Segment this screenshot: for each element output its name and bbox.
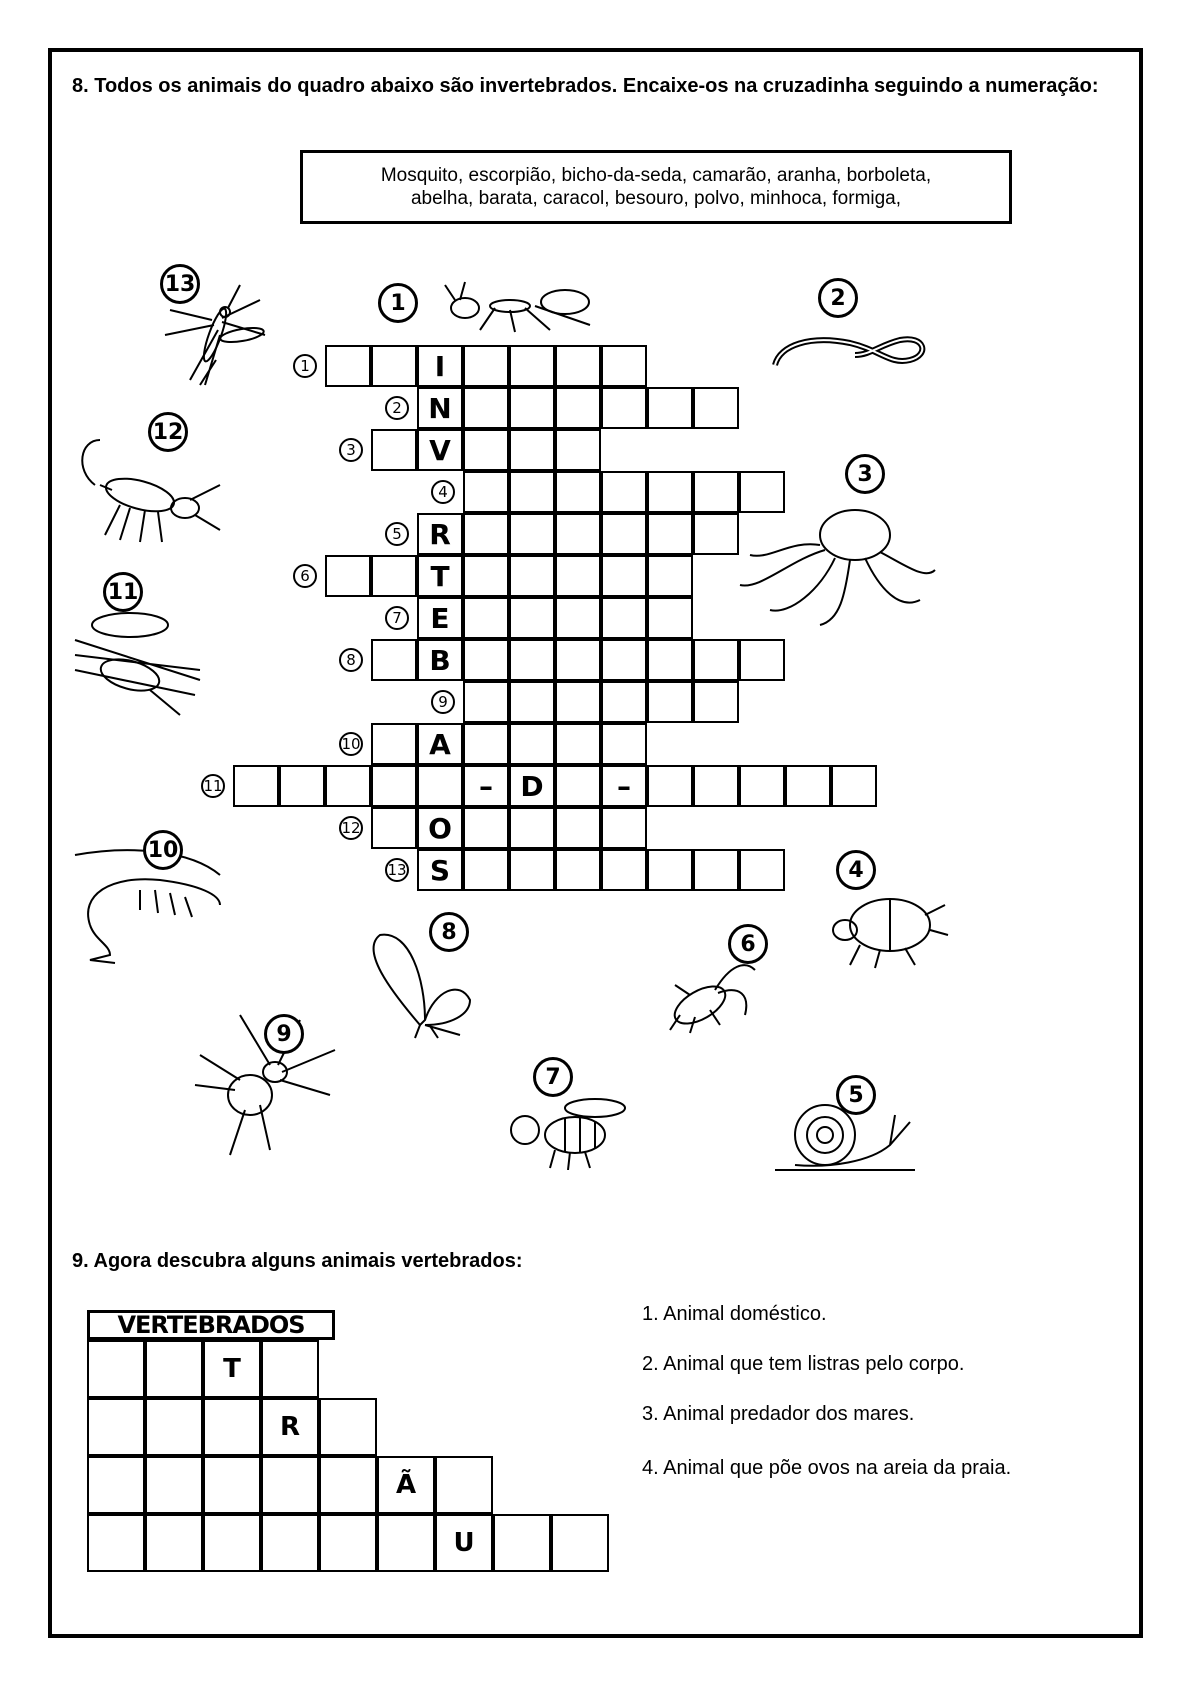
crossword-cell[interactable] [601, 555, 647, 597]
clue-3: 3. Animal predador dos mares. [642, 1403, 915, 1425]
vertebrate-cell[interactable] [493, 1514, 551, 1572]
vertebrate-cell: R [261, 1398, 319, 1456]
earthworm-icon [770, 325, 930, 375]
crossword-cell[interactable] [233, 765, 279, 807]
crossword-cell[interactable] [647, 555, 693, 597]
crossword-cell[interactable] [555, 723, 601, 765]
crossword-cell: S [417, 849, 463, 891]
crossword-cell[interactable] [463, 387, 509, 429]
picture-number-1: 1 [378, 283, 418, 323]
vertebrate-cell[interactable] [435, 1456, 493, 1514]
crossword-cell[interactable] [509, 555, 555, 597]
crossword-cell[interactable] [555, 345, 601, 387]
crossword-cell: B [417, 639, 463, 681]
crossword-cell[interactable] [463, 723, 509, 765]
vertebrates-header: VERTEBRADOS [87, 1310, 335, 1340]
crossword-cell[interactable] [693, 681, 739, 723]
clue-number-1: 1 [293, 354, 317, 378]
crossword-cell[interactable] [371, 723, 417, 765]
vertebrate-cell: T [203, 1340, 261, 1398]
vertebrate-cell[interactable] [203, 1514, 261, 1572]
crossword-cell[interactable] [555, 681, 601, 723]
crossword-cell[interactable] [371, 345, 417, 387]
crossword-cell[interactable] [509, 681, 555, 723]
crossword-cell[interactable] [555, 639, 601, 681]
crossword-cell[interactable] [601, 807, 647, 849]
crossword-cell[interactable] [325, 555, 371, 597]
clue-2: 2. Animal que tem listras pelo corpo. [642, 1353, 965, 1375]
vertebrate-cell[interactable] [145, 1514, 203, 1572]
crossword-cell[interactable] [463, 555, 509, 597]
crossword-cell[interactable] [555, 555, 601, 597]
crossword-cell[interactable] [463, 597, 509, 639]
vertebrate-cell[interactable] [261, 1456, 319, 1514]
picture-number-2: 2 [818, 278, 858, 318]
octopus-icon [730, 500, 940, 630]
clue-number-4: 4 [431, 480, 455, 504]
crossword-cell: E [417, 597, 463, 639]
crossword-cell[interactable] [601, 471, 647, 513]
picture-number-10: 10 [143, 830, 183, 870]
clue-number-8: 8 [339, 648, 363, 672]
crossword-cell[interactable] [371, 807, 417, 849]
crossword-cell[interactable] [509, 597, 555, 639]
crossword-cell: T [417, 555, 463, 597]
crossword-cell[interactable] [371, 555, 417, 597]
crossword-cell: O [417, 807, 463, 849]
picture-number-6: 6 [728, 924, 768, 964]
clue-number-11: 11 [201, 774, 225, 798]
crossword-cell[interactable] [509, 723, 555, 765]
crossword-cell: R [417, 513, 463, 555]
crossword-cell[interactable] [647, 765, 693, 807]
vertebrate-cell[interactable] [319, 1456, 377, 1514]
crossword-cell[interactable] [463, 345, 509, 387]
crossword-cell[interactable] [601, 345, 647, 387]
clue-number-9: 9 [431, 690, 455, 714]
vertebrate-cell[interactable] [551, 1514, 609, 1572]
vertebrate-cell: Ã [377, 1456, 435, 1514]
crossword-cell[interactable] [371, 765, 417, 807]
crossword-cell[interactable] [647, 681, 693, 723]
crossword-cell[interactable] [509, 513, 555, 555]
crossword-cell[interactable] [555, 387, 601, 429]
vertebrate-cell[interactable] [145, 1340, 203, 1398]
crossword-cell[interactable] [693, 849, 739, 891]
clue-4: 4. Animal que põe ovos na areia da praia. [642, 1457, 1012, 1479]
crossword-cell[interactable] [693, 639, 739, 681]
crossword-cell[interactable] [647, 849, 693, 891]
crossword-cell[interactable] [601, 513, 647, 555]
crossword-cell[interactable] [739, 639, 785, 681]
picture-number-13: 13 [160, 264, 200, 304]
crossword-cell[interactable] [693, 765, 739, 807]
crossword-cell[interactable] [601, 723, 647, 765]
crossword-cell[interactable] [555, 471, 601, 513]
vertebrate-cell[interactable] [145, 1398, 203, 1456]
picture-number-12: 12 [148, 412, 188, 452]
crossword-cell: – [463, 765, 509, 807]
crossword-cell[interactable] [555, 765, 601, 807]
crossword-cell: I [417, 345, 463, 387]
crossword-cell[interactable] [325, 345, 371, 387]
picture-number-9: 9 [264, 1014, 304, 1054]
silkworm-icon [70, 600, 210, 720]
beetle-icon [820, 880, 950, 970]
crossword-cell[interactable] [601, 639, 647, 681]
crossword-cell[interactable] [647, 513, 693, 555]
crossword-cell[interactable] [509, 639, 555, 681]
crossword-cell[interactable] [601, 387, 647, 429]
vertebrate-cell[interactable] [203, 1398, 261, 1456]
clue-number-6: 6 [293, 564, 317, 588]
clue-number-5: 5 [385, 522, 409, 546]
picture-number-8: 8 [429, 912, 469, 952]
vertebrate-cell[interactable] [261, 1340, 319, 1398]
crossword-cell[interactable] [509, 387, 555, 429]
crossword-cell[interactable] [601, 597, 647, 639]
crossword-cell[interactable] [555, 429, 601, 471]
clue-number-13: 13 [385, 858, 409, 882]
crossword-cell[interactable] [371, 429, 417, 471]
vertebrate-cell[interactable] [87, 1398, 145, 1456]
crossword-cell[interactable] [279, 765, 325, 807]
crossword-cell[interactable] [555, 849, 601, 891]
crossword-cell: V [417, 429, 463, 471]
crossword-cell[interactable] [739, 849, 785, 891]
crossword-cell[interactable] [693, 387, 739, 429]
crossword-cell[interactable] [555, 597, 601, 639]
crossword-cell[interactable] [647, 597, 693, 639]
picture-number-7: 7 [533, 1057, 573, 1097]
picture-number-3: 3 [845, 454, 885, 494]
crossword-cell[interactable] [601, 681, 647, 723]
crossword-cell[interactable] [647, 471, 693, 513]
clue-number-3: 3 [339, 438, 363, 462]
vertebrate-cell[interactable] [87, 1340, 145, 1398]
vertebrate-cell[interactable] [319, 1398, 377, 1456]
crossword-cell[interactable] [601, 849, 647, 891]
vertebrate-cell: U [435, 1514, 493, 1572]
crossword-cell[interactable] [647, 387, 693, 429]
crossword-cell[interactable] [509, 807, 555, 849]
crossword-cell[interactable] [509, 471, 555, 513]
crossword-cell[interactable] [509, 849, 555, 891]
word-box-line-1: Mosquito, escorpião, bicho-da-seda, camarão, aranha, borboleta, [380, 165, 932, 186]
clue-number-2: 2 [385, 396, 409, 420]
cockroach-icon [660, 955, 760, 1035]
crossword-cell[interactable] [463, 513, 509, 555]
clue-number-7: 7 [385, 606, 409, 630]
vertebrate-cell[interactable] [377, 1514, 435, 1572]
word-box-line-2: abelha, barata, caracol, besouro, polvo, minhoca, formiga, [410, 188, 902, 209]
crossword-cell[interactable] [463, 849, 509, 891]
crossword-cell[interactable] [785, 765, 831, 807]
vertebrate-cell[interactable] [87, 1514, 145, 1572]
crossword-cell[interactable] [555, 807, 601, 849]
vertebrate-cell[interactable] [145, 1456, 203, 1514]
crossword-cell[interactable] [831, 765, 877, 807]
crossword-cell[interactable] [325, 765, 371, 807]
clue-number-10: 10 [339, 732, 363, 756]
question-9-title: 9. Agora descubra alguns animais vertebrados: [72, 1250, 523, 1272]
vertebrate-cell[interactable] [319, 1514, 377, 1572]
crossword-cell[interactable] [463, 639, 509, 681]
crossword-cell: D [509, 765, 555, 807]
crossword-cell[interactable] [463, 471, 509, 513]
picture-number-4: 4 [836, 850, 876, 890]
crossword-cell[interactable] [417, 765, 463, 807]
animal-word-box [300, 150, 1012, 224]
crossword-cell[interactable] [555, 513, 601, 555]
crossword-cell[interactable] [463, 429, 509, 471]
picture-number-11: 11 [103, 572, 143, 612]
scorpion-icon [70, 430, 230, 550]
picture-number-5: 5 [836, 1075, 876, 1115]
crossword-cell[interactable] [463, 807, 509, 849]
clue-number-12: 12 [339, 816, 363, 840]
clue-1: 1. Animal doméstico. [642, 1303, 827, 1325]
crossword-cell: A [417, 723, 463, 765]
crossword-cell[interactable] [647, 639, 693, 681]
crossword-cell[interactable] [739, 765, 785, 807]
question-8-title: 8. Todos os animais do quadro abaixo são invertebrados. Encaixe-os na cruzadinha seguindo a numeração: [72, 75, 1099, 97]
vertebrate-cell[interactable] [261, 1514, 319, 1572]
vertebrate-cell[interactable] [87, 1456, 145, 1514]
ant-icon [440, 280, 600, 340]
bee-icon [500, 1090, 630, 1170]
crossword-cell[interactable] [371, 639, 417, 681]
crossword-cell: N [417, 387, 463, 429]
crossword-cell: – [601, 765, 647, 807]
crossword-cell[interactable] [509, 429, 555, 471]
crossword-cell[interactable] [463, 681, 509, 723]
vertebrate-cell[interactable] [203, 1456, 261, 1514]
crossword-cell[interactable] [509, 345, 555, 387]
butterfly-icon [360, 930, 490, 1040]
